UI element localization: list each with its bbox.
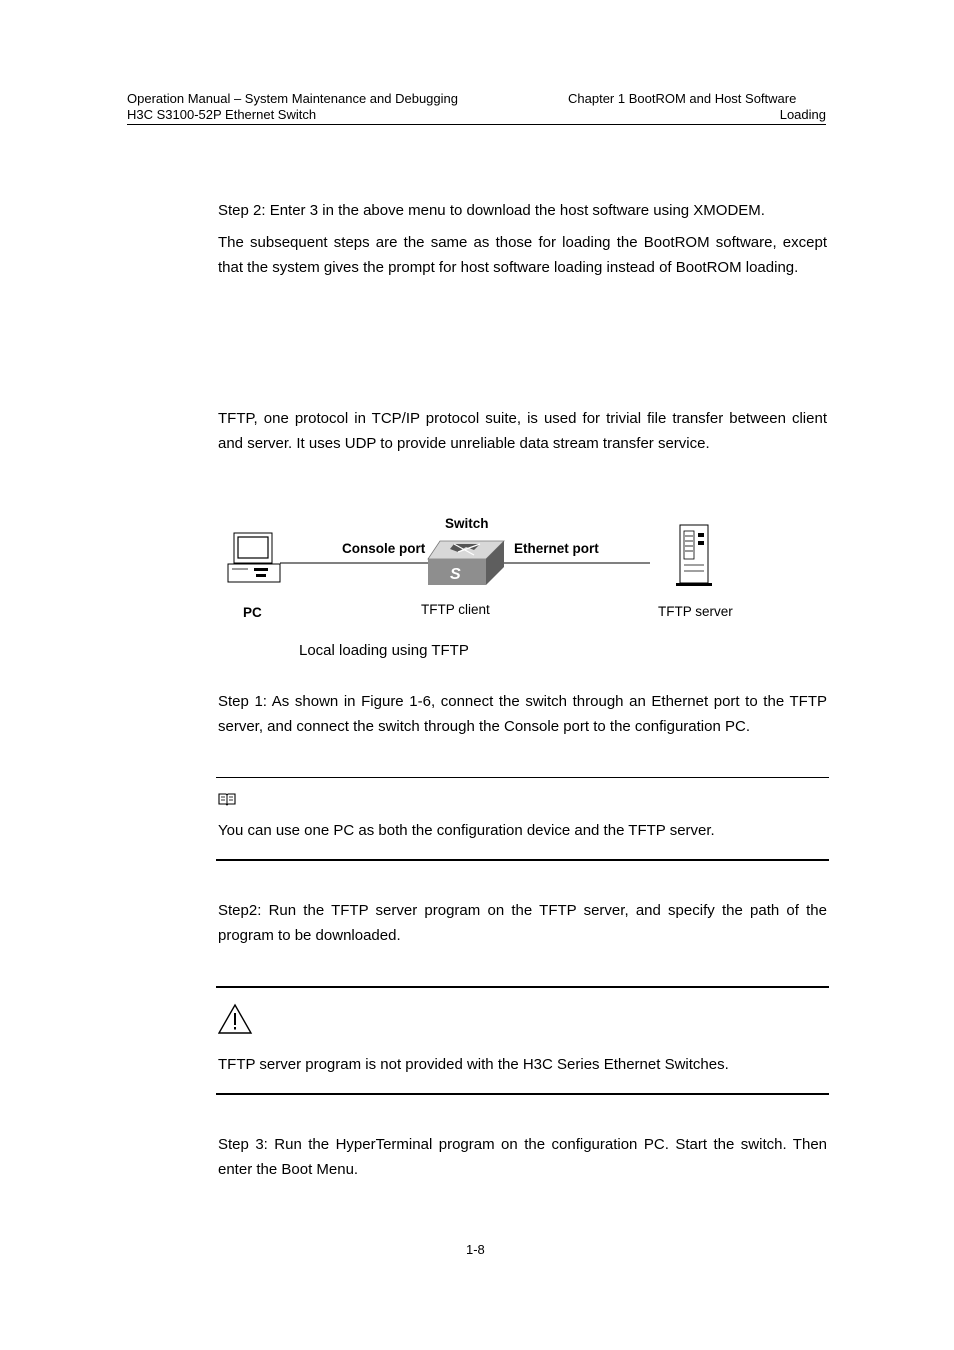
console-port-label: Console port <box>342 541 426 556</box>
header-rule <box>127 124 826 125</box>
paragraph-tftp-intro: TFTP, one protocol in TCP/IP protocol suite, is used for trivial file transfer between client and server. It uses UDP to provide unreliable data stream transfer service. <box>218 410 827 452</box>
pc-icon <box>228 533 280 582</box>
warning-triangle-icon <box>218 1003 254 1035</box>
page-number: 1-8 <box>466 1242 485 1257</box>
server-icon <box>676 525 712 586</box>
caution-bottom-rule <box>216 1093 829 1095</box>
caution-text: TFTP server program is not provided with the H3C Series Ethernet Switches. <box>218 1056 729 1073</box>
pc-label: PC <box>243 605 262 620</box>
switch-logo-letter: S <box>450 566 461 583</box>
header-manual-title: Operation Manual – System Maintenance and Debugging <box>127 91 458 106</box>
header-chapter-title: Chapter 1 BootROM and Host Software <box>568 91 797 106</box>
caution-top-rule <box>216 986 829 988</box>
header-product-name: H3C S3100-52P Ethernet Switch <box>127 107 317 122</box>
ethernet-port-label: Ethernet port <box>514 541 599 556</box>
note-text: You can use one PC as both the configuration device and the TFTP server. <box>218 822 715 839</box>
paragraph-step3: Step 3: Run the HyperTerminal program on the configuration PC. Start the switch. Then enter the Boot Menu. <box>218 1136 827 1178</box>
paragraph-step1: Step 1: As shown in Figure 1-6, connect the switch through an Ethernet port to the TFTP server, and connect the switch through the Console port to the configuration PC. <box>218 693 827 735</box>
paragraph-step2-xmodem: Step 2: Enter 3 in the above menu to download the host software using XMODEM. <box>218 202 765 219</box>
switch-icon <box>428 541 504 585</box>
tftp-client-label: TFTP client <box>421 602 490 617</box>
tftp-server-label: TFTP server <box>658 604 733 619</box>
header-chapter-title-cont: Loading <box>779 107 826 122</box>
paragraph-step2: Step2: Run the TFTP server program on the TFTP server, and specify the path of the program to be downloaded. <box>218 902 827 944</box>
figure-caption: Local loading using TFTP <box>299 642 469 659</box>
switch-label: Switch <box>445 516 489 531</box>
note-bottom-rule <box>216 859 829 861</box>
network-figure <box>218 505 827 635</box>
paragraph-subsequent-steps: The subsequent steps are the same as those for loading the BootROM software, except that the system gives the prompt for host software loading instead of BootROM loading. <box>218 234 827 276</box>
book-icon <box>218 792 236 806</box>
note-top-rule <box>216 777 829 778</box>
